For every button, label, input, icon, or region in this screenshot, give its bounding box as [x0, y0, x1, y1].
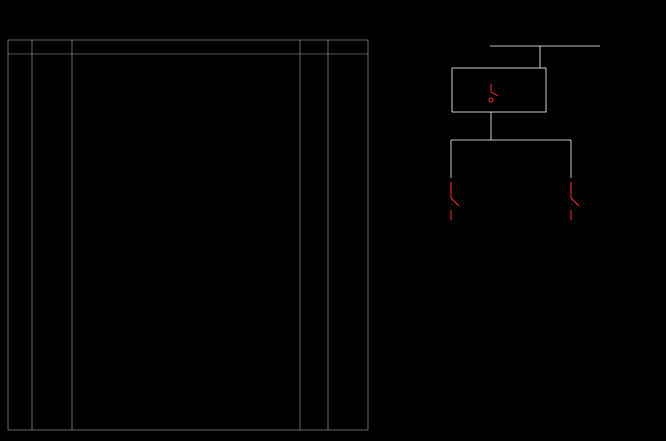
materials-table [8, 40, 368, 430]
breaker-left-symbol [451, 182, 459, 206]
table-frame [8, 40, 368, 430]
meter-terminal [489, 98, 493, 102]
wiring-diagram [451, 46, 600, 220]
main-breaker-symbol [491, 84, 498, 96]
breaker-right-symbol [571, 182, 579, 206]
meter-box [452, 68, 546, 112]
